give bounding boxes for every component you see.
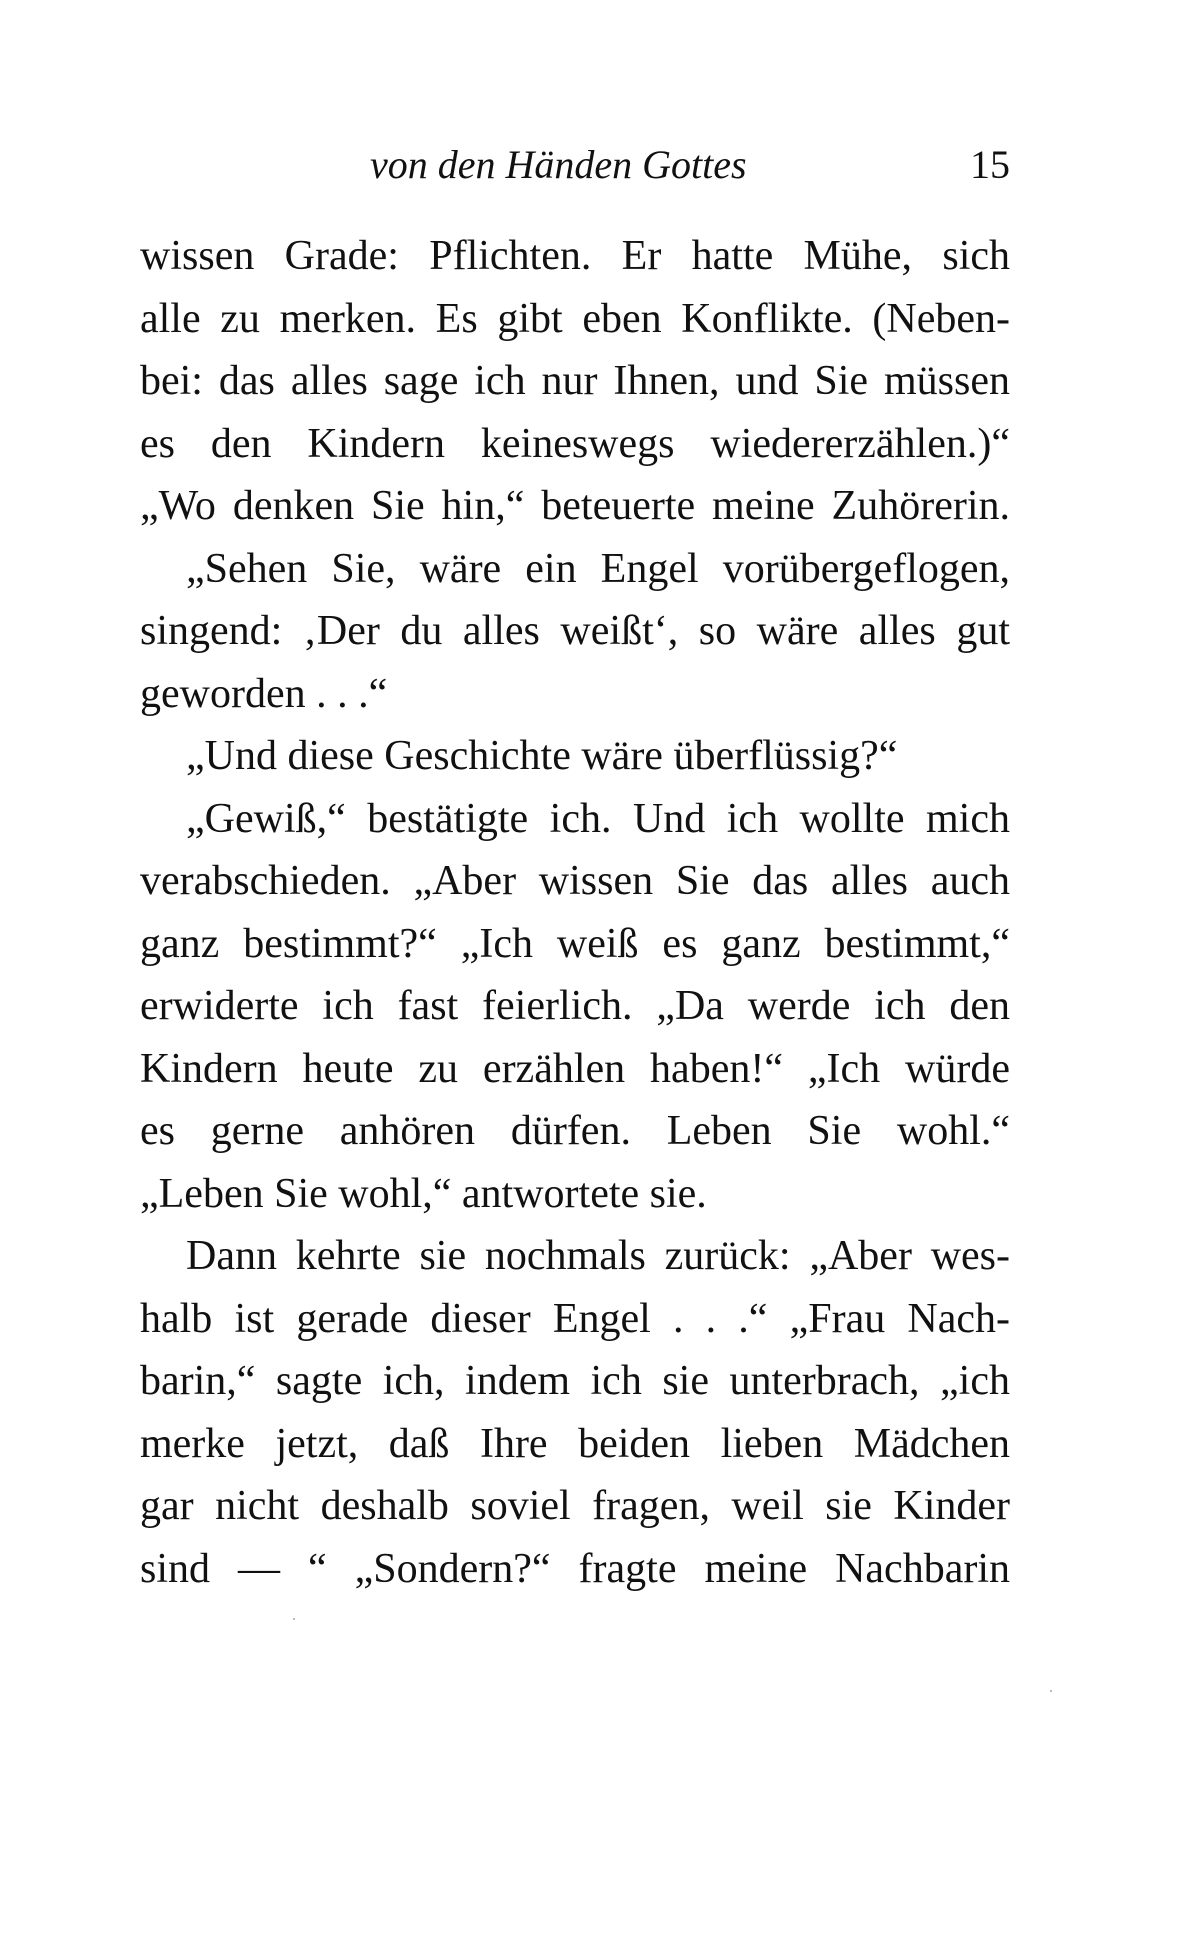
text-line: „Sehen Sie, wäre ein Engel vorübergeflogen, xyxy=(186,545,1010,592)
text-line: es den Kindern keineswegs wiedererzählen.)“ xyxy=(140,420,1010,467)
text-line: „Gewiß,“ bestätigte ich. Und ich wollte mich xyxy=(186,795,1010,842)
text-line: es gerne anhören dürfen. Leben Sie wohl.“ xyxy=(140,1108,1010,1154)
text-line: Kindern heute zu erzählen haben!“ „Ich würde xyxy=(140,1045,1010,1092)
text-line: Dann kehrte sie nochmals zurück: „Aber wes- xyxy=(186,1233,1010,1279)
paper-speck xyxy=(1050,1690,1052,1692)
text-line: sind — “ „Sondern?“ fragte meine Nachbarin xyxy=(140,1545,1010,1592)
text-line: halb ist gerade dieser Engel . . .“ „Frau Nach- xyxy=(140,1295,1010,1342)
text-line: erwiderte ich fast feierlich. „Da werde ich den xyxy=(140,983,1010,1029)
text-line: „Leben Sie wohl,“ antwortete sie. xyxy=(140,1170,707,1217)
text-line: singend: ‚Der du alles weißt‘, so wäre alles gut xyxy=(140,608,1010,654)
page-number: 15 xyxy=(970,142,1010,187)
text-line: geworden . . .“ xyxy=(140,670,388,717)
text-line: „Wo denken Sie hin,“ beteuerte meine Zuhörerin. xyxy=(140,483,1010,529)
paper-speck xyxy=(293,1618,295,1620)
body-text xyxy=(140,225,1010,1600)
page-header xyxy=(140,135,1010,195)
text-line: ganz bestimmt?“ „Ich weiß es ganz bestimmt,“ xyxy=(140,920,1010,967)
text-line: wissen Grade: Pflichten. Er hatte Mühe, sich xyxy=(140,233,1010,279)
text-line: bei: das alles sage ich nur Ihnen, und Sie müssen xyxy=(140,358,1010,404)
text-line: alle zu merken. Es gibt eben Konflikte. (Neben- xyxy=(140,295,1010,342)
running-title: von den Händen Gottes xyxy=(370,142,747,187)
text-line: gar nicht deshalb soviel fragen, weil sie Kinder xyxy=(140,1483,1010,1529)
text-line: merke jetzt, daß Ihre beiden lieben Mädchen xyxy=(140,1420,1010,1467)
text-line: „Und diese Geschichte wäre überflüssig?“ xyxy=(186,733,898,779)
text-line: barin,“ sagte ich, indem ich sie unterbrach, „ich xyxy=(140,1358,1010,1404)
text-line: verabschieden. „Aber wissen Sie das alles auch xyxy=(140,858,1010,904)
